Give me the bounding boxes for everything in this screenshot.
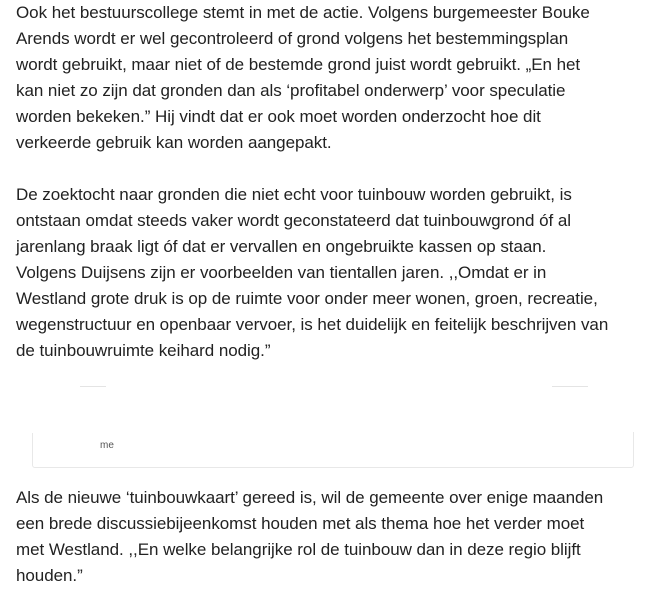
paragraph-line: met Westland. ,,En welke belangrijke rol de tuinbouw dan in deze regio blijft: [16, 540, 581, 559]
paragraph-1: [16, 0, 590, 156]
embed-fragment-text: me: [100, 440, 114, 451]
paragraph-line: ontstaan omdat steeds vaker wordt geconstateerd dat tuinbouwgrond óf al: [16, 211, 571, 230]
embedded-content-frame[interactable]: [32, 384, 633, 468]
paragraph-line: jarenlang braak ligt óf dat er vervallen en ongebruikte kassen op staan.: [16, 237, 547, 256]
paragraph-3: [16, 485, 603, 589]
frame-divider: [552, 386, 588, 387]
paragraph-line: worden bekeken.” Hij vindt dat er ook moet worden onderzocht hoe dit: [16, 107, 541, 126]
paragraph-line: de tuinbouwruimte keihard nodig.”: [16, 341, 271, 360]
paragraph-line: wordt gebruikt, maar niet of de bestemde grond juist wordt gebruikt. „En het: [16, 55, 581, 74]
paragraph-line: wegenstructuur en openbaar vervoer, is het duidelijk en feitelijk beschrijven van: [16, 315, 609, 334]
embed-container: [32, 432, 634, 468]
paragraph-line: Als de nieuwe ‘tuinbouwkaart’ gereed is, wil de gemeente over enige maanden: [16, 488, 604, 507]
paragraph-line: De zoektocht naar gronden die niet echt voor tuinbouw worden gebruikt, is: [16, 185, 572, 204]
frame-divider: [80, 386, 106, 387]
paragraph-line: een brede discussiebijeenkomst houden met als thema hoe het verder moet: [16, 514, 585, 533]
paragraph-line: Westland grote druk is op de ruimte voor onder meer wonen, groen, recreatie,: [16, 289, 598, 308]
paragraph-2: [16, 182, 608, 364]
paragraph-line: houden.”: [16, 566, 83, 585]
paragraph-line: Ook het bestuurscollege stemt in met de actie. Volgens burgemeester Bouke: [16, 3, 590, 22]
frame-gap: [32, 432, 224, 433]
paragraph-line: kan niet zo zijn dat gronden dan als ‘profitabel onderwerp’ voor speculatie: [16, 81, 566, 100]
paragraph-line: verkeerde gebruik kan worden aangepakt.: [16, 133, 332, 152]
paragraph-line: Arends wordt er wel gecontroleerd of grond volgens het bestemmingsplan: [16, 29, 569, 48]
paragraph-line: Volgens Duijsens zijn er voorbeelden van tientallen jaren. ,,Omdat er in: [16, 263, 547, 282]
